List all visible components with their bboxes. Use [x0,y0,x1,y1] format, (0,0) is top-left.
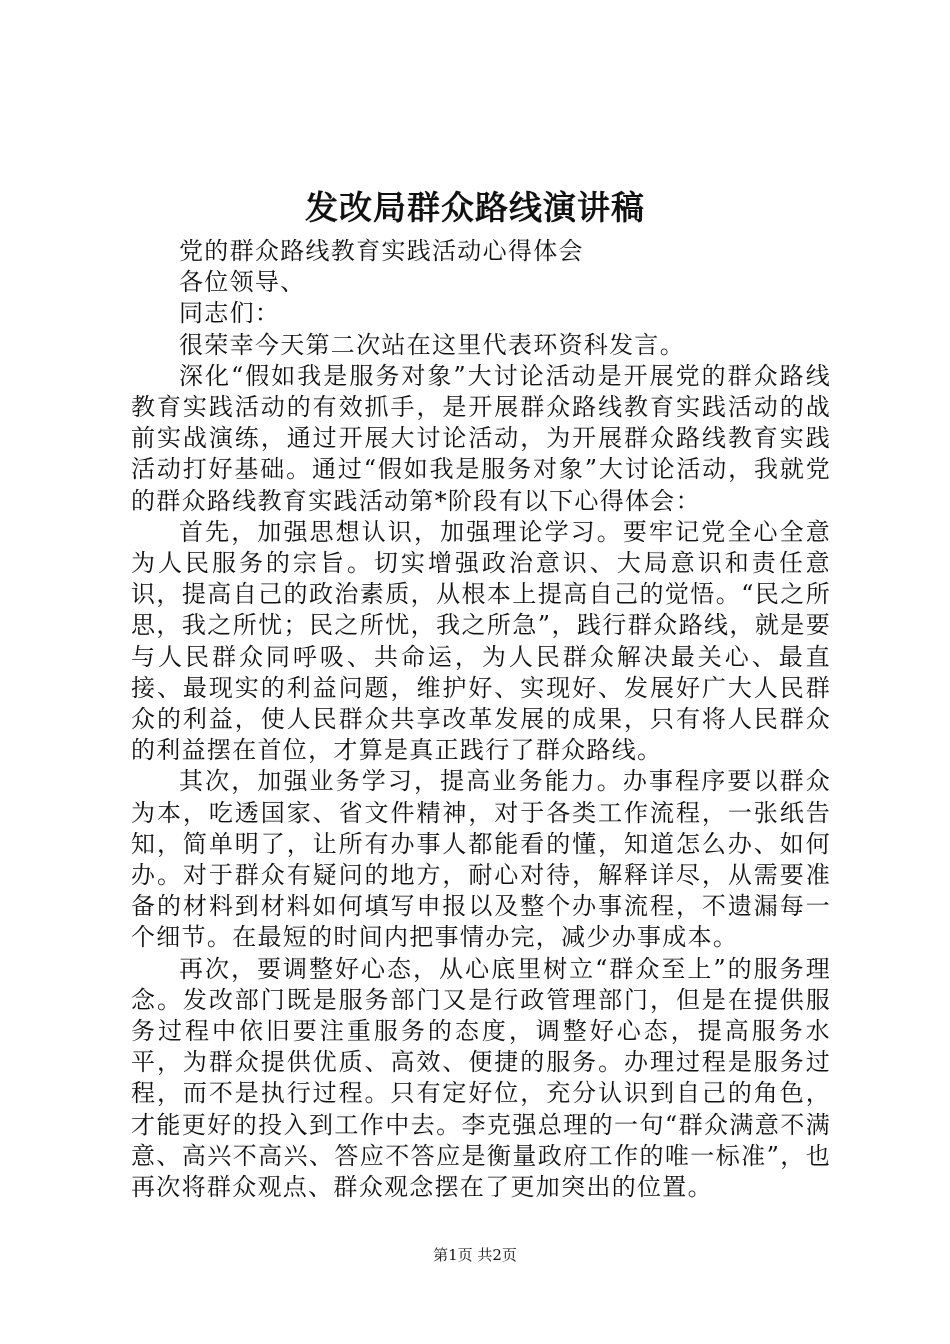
paragraph-first-point: 首先，加强思想认识，加强理论学习。要牢记党全心全意为人民服务的宗旨。切实增强政治意识、大局意识和责任意识，提高自己的政治素质，从根本上提高自己的觉悟。“民之所思，我之所忧；民之所忧，我之所急”，践行群众路线，就是要与人民群众同呼吸、共命运，为人民群众解决最关心、最直接、最现实的利益问题，维护好、实现好、发展好广大人民群众的利益，使人民群众共享改革发展的成果，只有将人民群众的利益摆在首位，才算是真正践行了群众路线。 [131,517,831,765]
page-number-footer: 第1页 共2页 [433,1246,517,1264]
paragraph-opening: 很荣幸今天第二次站在这里代表环资科发言。 [179,330,685,359]
paragraph-intro: 深化“假如我是服务对象”大讨论活动是开展党的群众路线教育实践活动的有效抓手，是开展群众路线教育实践活动的战前实战演练，通过开展大讨论活动，为开展群众路线教育实践活动打好基础。通过“假如我是服务对象”大讨论活动，我就党的群众路线教育实践活动第*阶段有以下心得体会： [131,361,831,515]
paragraph-subtitle: 党的群众路线教育实践活动心得体会 [179,237,584,265]
document-body [131,236,831,1203]
paragraph-salutation-comrades: 同志们： [179,299,281,328]
document-title: 发改局群众路线演讲稿 [305,188,645,227]
paragraph-salutation-leaders: 各位领导、 [179,268,306,297]
paragraph-third-point: 再次，要调整好心态，从心底里树立“群众至上”的服务理念。发改部门既是服务部门又是行政管理部门，但是在提供服务过程中依旧要注重服务的态度，调整好心态，提高服务水平，为群众提供优质、高效、便捷的服务。办理过程是服务过程，而不是执行过程。只有定好位，充分认识到自己的角色，才能更好的投入到工作中去。李克强总理的一句“群众满意不满意、高兴不高兴、答应不答应是衡量政府工作的唯一标准”，也再次将群众观点、群众观念摆在了更加突出的位置。 [131,954,831,1202]
paragraph-second-point: 其次，加强业务学习，提高业务能力。办事程序要以群众为本，吃透国家、省文件精神，对于各类工作流程，一张纸告知，简单明了，让所有办事人都能看的懂，知道怎么办、如何办。对于群众有疑问的地方，耐心对待，解释详尽，从需要准备的材料到材料如何填写申报以及整个办事流程，不遗漏每一个细节。在最短的时间内把事情办完，减少办事成本。 [131,767,831,952]
